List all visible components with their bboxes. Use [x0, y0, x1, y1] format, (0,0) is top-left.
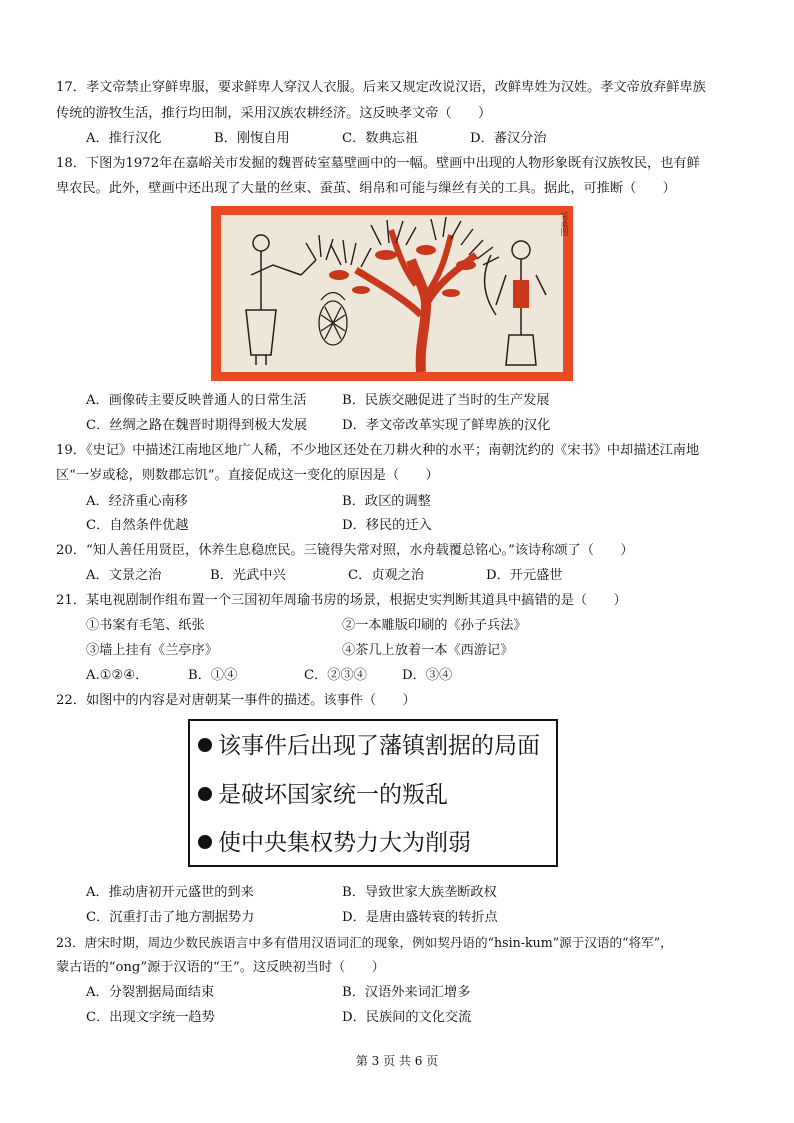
q23-option-c: C．出现文字统一趋势	[86, 1010, 215, 1025]
page-footer: 第 3 页 共 6 页	[355, 1054, 439, 1068]
q18-option-a: A．画像砖主要反映普通人的日常生活	[86, 393, 307, 408]
bullet-dot-icon	[198, 738, 212, 752]
q18-option-d: D．孝文帝改革实现了鲜卑族的汉化	[342, 418, 551, 433]
q23-stem-line2: 蒙古语的“ong”源于汉语的“王”。这反映初当时（ ）	[56, 960, 385, 975]
q22-option-b: B．导致世家大族垄断政权	[342, 885, 497, 900]
q23-option-b: B．汉语外来词汇增多	[342, 985, 471, 1000]
q17-option-c: C．数典忘祖	[342, 131, 419, 146]
bullet-dot-icon	[198, 787, 212, 801]
q21-item-3: ③墙上挂有《兰亭序》	[86, 643, 218, 658]
q23-option-d: D．民族间的文化交流	[342, 1010, 472, 1025]
q17-option-b: B．刚愎自用	[214, 131, 290, 146]
bullet-dot-icon	[198, 835, 212, 849]
q19-option-b: B．政区的调整	[342, 494, 431, 509]
q17-option-d: D．蕃汉分治	[470, 131, 547, 146]
q21-option-b: B．①④	[188, 668, 238, 683]
q20-stem: 20．“知人善任用贤臣，休养生息稳庶民。三镜得失常对照，水舟载覆总铭心。”该诗称颂了（ ）	[56, 543, 634, 558]
q21-item-2: ②一本雕版印刷的《孙子兵法》	[342, 618, 527, 633]
q18-option-b: B．民族交融促进了当时的生产发展	[342, 393, 550, 408]
q22-description-box	[188, 719, 558, 867]
q20-option-a: A．文景之治	[86, 568, 162, 583]
q18-stem-line2: 卑农民。此外，壁画中还出现了大量的丝束、蚕茧、绢帛和可能与缫丝有关的工具。据此，可推断（ ）	[56, 181, 676, 196]
q20-option-c: C．贞观之治	[348, 568, 425, 583]
q18-option-c: C．丝绸之路在魏晋时期得到极大发展	[86, 418, 308, 433]
q21-option-a: A.①②④．	[86, 668, 149, 683]
q19-stem-line2: 区“一岁或稔，则数郡忘饥”。直接促成这一变化的原因是（ ）	[56, 468, 439, 483]
mural-caption: 采桑图	[560, 212, 569, 236]
q21-option-d: D．③④	[402, 668, 453, 683]
q19-option-c: C．自然条件优越	[86, 518, 189, 533]
q22-option-a: A．推动唐初开元盛世的到来	[86, 885, 254, 900]
q19-stem-line1: 19．《史记》中描述江南地区地广人稀，不少地区还处在刀耕火种的水平；南朝沈约的《宋书》中却描述江南地	[56, 443, 700, 458]
q22-box-text-3: 使中央集权势力大为削弱	[218, 830, 471, 856]
q19-option-d: D．移民的迁入	[342, 518, 432, 533]
q23-option-a: A．分裂割据局面结束	[86, 985, 215, 1000]
q22-option-d: D．是唐由盛转衰的转折点	[342, 910, 498, 925]
q17-option-a: A．推行汉化	[86, 131, 162, 146]
q21-option-c: C．②③④	[304, 668, 367, 683]
q18-stem-line1: 18．下图为1972年在嘉峪关市发掘的魏晋砖室墓壁画中的一幅。壁画中出现的人物形象既有汉族牧民，也有鲜	[56, 156, 700, 171]
mural-image	[211, 206, 573, 381]
q17-stem-line1: 17．孝文帝禁止穿鲜卑服，要求鲜卑人穿汉人衣服。后来又规定改说汉语，改鲜卑姓为汉姓。孝文帝放弃鲜卑族	[56, 80, 706, 95]
q17-stem-line2: 传统的游牧生活，推行均田制，采用汉族农耕经济。这反映孝文帝（ ）	[56, 106, 492, 121]
q21-stem: 21．某电视剧制作组布置一个三国初年周瑜书房的场景，根据史实判断其道具中搞错的是（ ）	[56, 593, 627, 608]
q20-option-b: B．光武中兴	[210, 568, 286, 583]
q22-stem: 22．如图中的内容是对唐朝某一事件的描述。该事件（ ）	[56, 693, 416, 708]
q22-option-c: C．沉重打击了地方割据势力	[86, 910, 255, 925]
q22-box-line-1	[198, 733, 540, 759]
q21-item-4: ④茶几上放着一本《西游记》	[342, 643, 514, 658]
q22-box-line-2	[198, 782, 448, 808]
q21-item-1: ①书案有毛笔、纸张	[86, 618, 205, 633]
q22-box-text-2: 是破坏国家统一的叛乱	[218, 782, 448, 808]
q22-box-text-1: 该事件后出现了藩镇割据的局面	[218, 733, 540, 759]
q19-option-a: A．经济重心南移	[86, 494, 188, 509]
q23-stem-line1: 23．唐宋时期，周边少数民族语言中多有借用汉语词汇的现象，例如契丹语的“hsin-kum”源于汉语的“将军”，	[56, 935, 673, 950]
q20-option-d: D．开元盛世	[486, 568, 563, 583]
mulberry-picking-mural-illustration	[221, 215, 563, 372]
q22-box-line-3	[198, 830, 471, 856]
